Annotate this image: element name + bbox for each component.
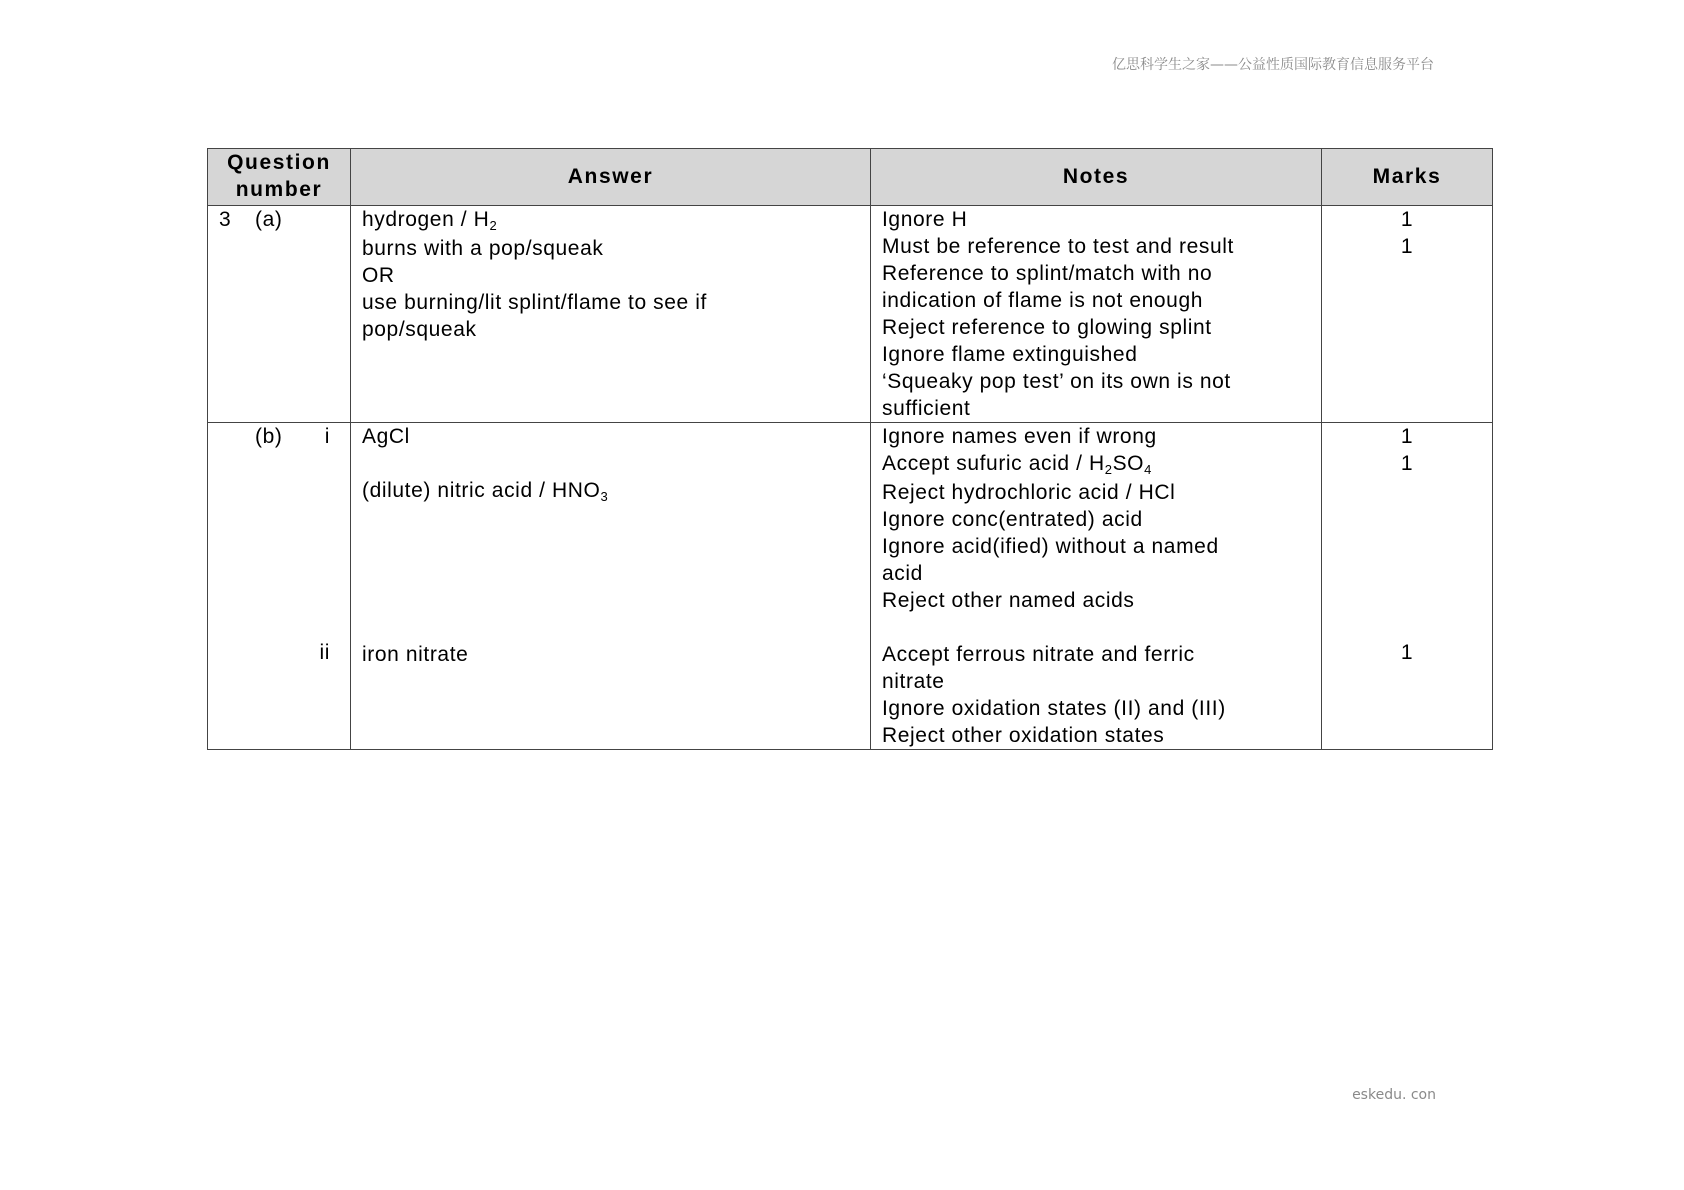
notes-line — [882, 450, 1311, 479]
question-cell-3a — [208, 206, 351, 423]
notes-line-blank — [882, 614, 1311, 641]
answer-line-blank — [362, 587, 860, 614]
header-question-line1: Question — [227, 151, 331, 174]
answer-cell-3a — [351, 206, 871, 423]
question-subpart-ii: ii — [319, 641, 330, 664]
mark-line-blank — [1322, 477, 1492, 504]
mark-line-blank — [1322, 585, 1492, 612]
notes-text: Accept sufuric acid / H — [882, 452, 1105, 475]
answer-line: use burning/lit splint/flame to see if — [362, 291, 707, 314]
answer-line-blank — [362, 560, 860, 587]
answer-line: OR — [362, 264, 395, 287]
answer-line: iron nitrate — [362, 643, 469, 666]
question-number: 3 — [219, 208, 232, 231]
answer-text: (dilute) nitric acid / HNO — [362, 479, 601, 502]
answer-text: hydrogen / H — [362, 208, 490, 231]
mark-value: 1 — [1400, 208, 1414, 231]
mark-scheme-table — [207, 148, 1493, 750]
subscript: 3 — [600, 489, 609, 504]
notes-line: Reject reference to glowing splint — [882, 316, 1212, 339]
mark-value: 1 — [1400, 452, 1414, 475]
notes-line: Ignore flame extinguished — [882, 343, 1138, 366]
notes-text: SO — [1112, 452, 1145, 475]
mark-line-blank — [1322, 531, 1492, 558]
answer-line: AgCl — [362, 425, 410, 448]
answer-cell-3b — [351, 423, 871, 750]
notes-line: sufficient — [882, 397, 971, 420]
answer-line-blank — [362, 506, 860, 533]
question-part: (b) — [255, 425, 283, 448]
watermark-header-text: 亿思科学生之家——公益性质国际教育信息服务平台 — [1112, 57, 1434, 73]
answer-line-blank — [362, 614, 860, 641]
answer-line-blank — [362, 450, 860, 477]
mark-value: 1 — [1400, 425, 1414, 448]
header-marks: Marks — [1322, 149, 1493, 206]
answer-line-blank — [362, 533, 860, 560]
mark-line-blank — [1322, 504, 1492, 531]
notes-line: Ignore oxidation states (II) and (III) — [882, 697, 1226, 720]
subscript: 4 — [1144, 462, 1152, 477]
notes-cell-3b — [871, 423, 1322, 750]
watermark-footer-text: eskedu. con — [1352, 1087, 1436, 1103]
notes-cell-3a — [871, 206, 1322, 423]
marks-cell-3a — [1322, 206, 1493, 423]
question-cell-3b — [208, 423, 351, 750]
subscript: 2 — [489, 218, 498, 233]
notes-line: acid — [882, 562, 923, 585]
mark-value: 1 — [1400, 641, 1414, 664]
notes-line: indication of flame is not enough — [882, 289, 1203, 312]
question-subpart-i: i — [324, 425, 330, 448]
notes-line: ‘Squeaky pop test’ on its own is not — [882, 370, 1231, 393]
notes-line: Ignore names even if wrong — [882, 425, 1157, 448]
header-question-number — [208, 149, 351, 206]
subscript: 2 — [1104, 462, 1113, 477]
notes-line: Accept ferrous nitrate and ferric — [882, 643, 1195, 666]
notes-line: Ignore H — [882, 208, 968, 231]
notes-line: Reject other named acids — [882, 589, 1135, 612]
header-notes: Notes — [871, 149, 1322, 206]
table-row — [208, 423, 1493, 750]
header-row — [208, 149, 1493, 206]
notes-line: Ignore acid(ified) without a named — [882, 535, 1219, 558]
notes-line: Ignore conc(entrated) acid — [882, 508, 1143, 531]
notes-line: Reject other oxidation states — [882, 724, 1165, 747]
mark-value: 1 — [1400, 235, 1414, 258]
table-row — [208, 206, 1493, 423]
question-part: (a) — [255, 208, 283, 231]
notes-line: Must be reference to test and result — [882, 235, 1234, 258]
notes-line: Reject hydrochloric acid / HCl — [882, 481, 1176, 504]
header-answer: Answer — [351, 149, 871, 206]
marks-cell-3b — [1322, 423, 1493, 750]
notes-line: Reference to splint/match with no — [882, 262, 1213, 285]
answer-line: burns with a pop/squeak — [362, 237, 604, 260]
answer-line: pop/squeak — [362, 318, 477, 341]
answer-line — [362, 206, 860, 235]
header-question-line2: number — [235, 178, 323, 201]
mark-line-blank — [1322, 612, 1492, 639]
mark-line-blank — [1322, 558, 1492, 585]
notes-line: nitrate — [882, 670, 945, 693]
answer-line — [362, 477, 860, 506]
